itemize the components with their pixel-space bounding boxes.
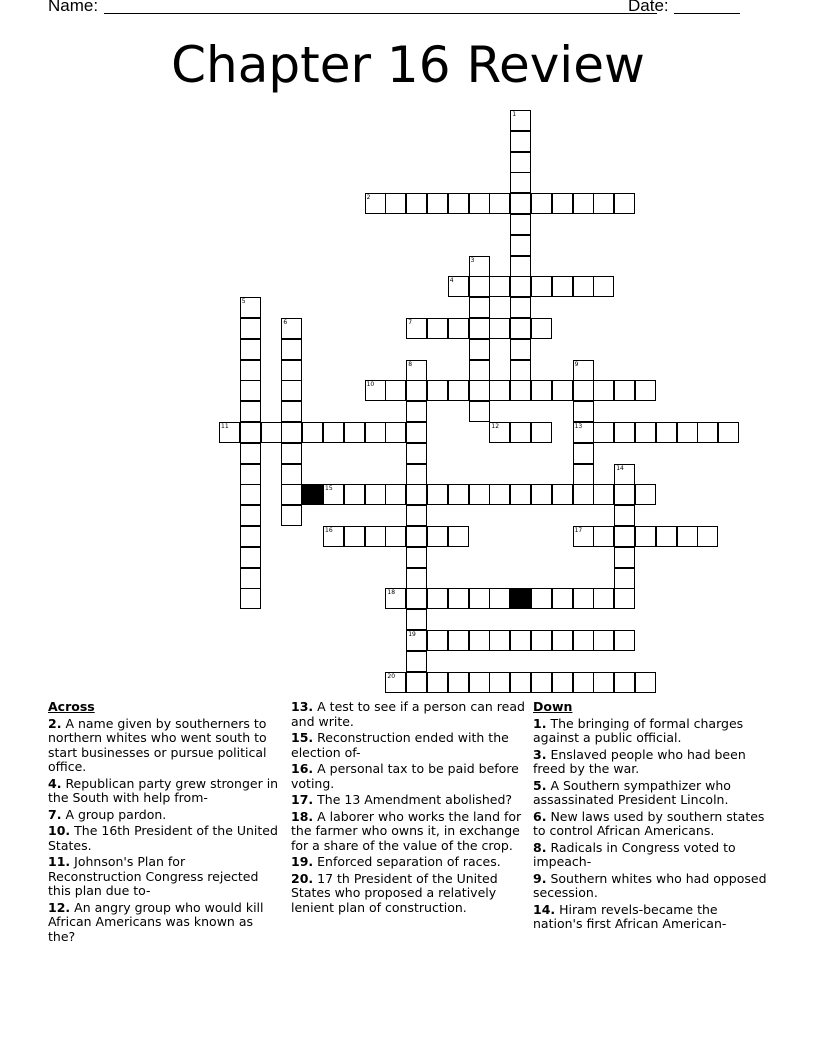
down-clues — [533, 700, 769, 934]
grid-cell[interactable] — [531, 422, 552, 443]
clue-number: 19. — [291, 854, 314, 869]
clue-text: Southern whites who had opposed secession. — [533, 870, 767, 900]
clue-text: The 16th President of the United States. — [48, 823, 278, 853]
clue-text: 17 th President of the United States who proposed a relatively lenient plan of construction. — [291, 870, 498, 915]
grid-cell[interactable] — [593, 588, 614, 609]
grid-cell[interactable] — [635, 422, 656, 443]
grid-cell[interactable] — [281, 380, 302, 401]
clue-number: 3. — [533, 746, 547, 762]
grid-cell[interactable] — [489, 422, 510, 443]
grid-cell[interactable] — [448, 526, 469, 547]
grid-cell[interactable] — [240, 526, 261, 547]
grid-cell[interactable] — [531, 380, 552, 401]
grid-cell[interactable] — [469, 256, 490, 277]
grid-cell[interactable] — [406, 505, 427, 526]
clue-text: Enslaved people who had been freed by the war. — [533, 746, 746, 776]
grid-cell[interactable] — [573, 484, 594, 505]
grid-cell[interactable] — [573, 380, 594, 401]
grid-cell[interactable] — [531, 484, 552, 505]
grid-cell[interactable] — [281, 318, 302, 339]
grid-cell[interactable] — [593, 276, 614, 297]
grid-cell[interactable] — [510, 152, 531, 173]
grid-cell[interactable] — [593, 422, 614, 443]
grid-cell[interactable] — [281, 505, 302, 526]
grid-cell[interactable] — [718, 422, 739, 443]
grid-cell[interactable] — [469, 484, 490, 505]
grid-cell[interactable] — [219, 422, 240, 443]
grid-cell[interactable] — [385, 588, 406, 609]
grid-cell[interactable] — [573, 276, 594, 297]
cell-number: 2 — [366, 194, 371, 202]
grid-cell[interactable] — [635, 484, 656, 505]
grid-cell[interactable] — [573, 193, 594, 214]
grid-cell[interactable] — [489, 380, 510, 401]
grid-cell[interactable] — [427, 318, 448, 339]
clue-item — [291, 855, 526, 870]
grid-cell[interactable] — [240, 297, 261, 318]
grid-cell[interactable] — [240, 339, 261, 360]
grid-cell[interactable] — [593, 630, 614, 651]
cell-number: 10 — [366, 381, 375, 389]
grid-cell[interactable] — [552, 588, 573, 609]
grid-cell[interactable] — [489, 588, 510, 609]
clue-item — [533, 748, 769, 777]
grid-cell[interactable] — [510, 380, 531, 401]
grid-cell[interactable] — [510, 214, 531, 235]
grid-cell[interactable] — [427, 526, 448, 547]
grid-cell[interactable] — [240, 568, 261, 589]
grid-cell[interactable] — [510, 360, 531, 381]
grid-cell[interactable] — [573, 401, 594, 422]
grid-cell[interactable] — [489, 672, 510, 693]
grid-cell[interactable] — [469, 380, 490, 401]
grid-cell[interactable] — [469, 401, 490, 422]
clue-item — [291, 872, 526, 916]
clue-text: New laws used by southern states to control African Americans. — [533, 808, 765, 838]
grid-cell[interactable] — [406, 401, 427, 422]
clue-number: 11. — [48, 854, 71, 869]
grid-cell[interactable] — [531, 588, 552, 609]
clue-number: 15. — [291, 730, 314, 745]
clue-number: 2. — [48, 715, 62, 731]
grid-cell[interactable] — [427, 380, 448, 401]
cell-number: 8 — [408, 360, 413, 368]
clue-text: Republican party grew stronger in the South with help from- — [48, 775, 279, 805]
grid-cell[interactable] — [385, 380, 406, 401]
grid-cell[interactable] — [240, 422, 261, 443]
grid-cell[interactable] — [469, 339, 490, 360]
clue-item — [291, 810, 526, 854]
grid-cell[interactable] — [261, 422, 282, 443]
cell-number: 3 — [470, 256, 475, 264]
clue-number: 16. — [291, 761, 314, 776]
grid-cell[interactable] — [552, 630, 573, 651]
grid-cell[interactable] — [406, 422, 427, 443]
grid-cell[interactable] — [489, 193, 510, 214]
grid-cell[interactable] — [510, 256, 531, 277]
cell-number: 17 — [574, 527, 583, 534]
grid-cell[interactable] — [302, 422, 323, 443]
clue-number: 12. — [48, 899, 71, 915]
grid-cell[interactable] — [593, 672, 614, 693]
grid-cell[interactable] — [406, 484, 427, 505]
cell-number: 5 — [241, 298, 246, 306]
clue-number: 6. — [533, 808, 547, 824]
clue-text: A laborer who works the land for the farmer who owns it, in exchange for a share of the value of the crop. — [291, 808, 522, 853]
page-title: Chapter 16 Review — [171, 36, 645, 94]
clue-number: 1. — [533, 715, 547, 731]
clue-text: The 13 Amendment abolished? — [317, 792, 513, 807]
grid-cell[interactable] — [614, 464, 635, 485]
grid-cell[interactable] — [573, 526, 594, 547]
grid-cell[interactable] — [469, 276, 490, 297]
grid-cell[interactable] — [406, 526, 427, 547]
clue-text: A group pardon. — [65, 806, 167, 822]
clue-text: A name given by southerners to northern whites who went south to start businesses or pursue political office. — [48, 715, 267, 774]
grid-cell[interactable] — [510, 131, 531, 152]
clue-number: 5. — [533, 777, 547, 793]
grid-cell[interactable] — [406, 360, 427, 381]
grid-cell[interactable] — [323, 526, 344, 547]
grid-cell[interactable] — [469, 630, 490, 651]
grid-cell[interactable] — [385, 484, 406, 505]
grid-cell[interactable] — [385, 422, 406, 443]
grid-cell[interactable] — [573, 464, 594, 485]
clue-item — [291, 762, 526, 791]
grid-cell[interactable] — [385, 193, 406, 214]
grid-cell[interactable] — [593, 484, 614, 505]
grid-cell[interactable] — [469, 193, 490, 214]
grid-cell[interactable] — [489, 630, 510, 651]
grid-cell[interactable] — [614, 526, 635, 547]
grid-cell[interactable] — [614, 505, 635, 526]
grid-cell[interactable] — [365, 193, 386, 214]
grid-cell[interactable] — [240, 588, 261, 609]
clue-item — [48, 855, 280, 899]
grid-cell[interactable] — [406, 464, 427, 485]
clue-text: The bringing of formal charges against a public official. — [533, 715, 744, 745]
clue-text: A personal tax to be paid before voting. — [291, 761, 519, 791]
grid-cell[interactable] — [573, 630, 594, 651]
grid-cell[interactable] — [614, 484, 635, 505]
grid-cell[interactable] — [406, 547, 427, 568]
grid-cell[interactable] — [240, 380, 261, 401]
grid-cell[interactable] — [593, 526, 614, 547]
grid-cell[interactable] — [614, 422, 635, 443]
grid-cell[interactable] — [510, 484, 531, 505]
grid-cell[interactable] — [281, 443, 302, 464]
clue-item — [48, 808, 280, 823]
cell-number: 15 — [325, 485, 333, 493]
grid-cell[interactable] — [510, 422, 531, 443]
clue-number: 4. — [48, 775, 62, 791]
clue-number: 8. — [533, 839, 547, 855]
clue-number: 10. — [48, 823, 71, 838]
grid-cell[interactable] — [427, 484, 448, 505]
grid-cell[interactable] — [406, 193, 427, 214]
grid-cell[interactable] — [281, 360, 302, 381]
grid-cell[interactable] — [531, 630, 552, 651]
grid-cell[interactable] — [510, 235, 531, 256]
grid-cell[interactable] — [365, 422, 386, 443]
grid-cell[interactable] — [593, 193, 614, 214]
clue-text: A test to see if a person can read and write. — [291, 699, 525, 729]
grid-cell[interactable] — [406, 318, 427, 339]
grid-cell[interactable] — [469, 672, 490, 693]
grid-cell[interactable] — [427, 193, 448, 214]
grid-cell[interactable] — [510, 339, 531, 360]
grid-cell[interactable] — [240, 547, 261, 568]
grid-cell[interactable] — [614, 568, 635, 589]
clue-item — [291, 731, 526, 760]
grid-cell[interactable] — [697, 422, 718, 443]
name-label: Name: — [48, 0, 99, 15]
cell-number: 18 — [387, 589, 396, 597]
grid-cell[interactable] — [677, 526, 698, 547]
grid-cell[interactable] — [656, 526, 677, 547]
grid-cell[interactable] — [635, 526, 656, 547]
clue-item — [533, 903, 769, 932]
across-heading: Across — [48, 699, 95, 714]
grid-cell[interactable] — [406, 672, 427, 693]
grid-cell[interactable] — [365, 380, 386, 401]
clue-item — [533, 779, 769, 808]
clue-number: 7. — [48, 806, 62, 822]
grid-cell[interactable] — [281, 339, 302, 360]
cell-number: 13 — [574, 423, 583, 430]
cell-number: 20 — [387, 672, 396, 680]
grid-cell[interactable] — [448, 380, 469, 401]
grid-cell[interactable] — [427, 588, 448, 609]
cell-number: 9 — [574, 360, 579, 368]
grid-cell[interactable] — [240, 443, 261, 464]
clue-item — [533, 841, 769, 870]
grid-cell[interactable] — [614, 588, 635, 609]
clue-item — [291, 700, 526, 729]
grid-cell[interactable] — [531, 318, 552, 339]
clue-item — [533, 717, 769, 746]
clue-item — [48, 901, 280, 945]
grid-cell[interactable] — [531, 672, 552, 693]
down-heading: Down — [533, 699, 573, 714]
grid-cell[interactable] — [573, 588, 594, 609]
clue-item — [533, 872, 769, 901]
grid-cell[interactable] — [469, 588, 490, 609]
grid-cell[interactable] — [614, 630, 635, 651]
grid-cell[interactable] — [344, 422, 365, 443]
clue-text: Hiram revels-became the nation's first African American- — [533, 901, 727, 931]
grid-cell[interactable] — [593, 380, 614, 401]
grid-cell[interactable] — [469, 297, 490, 318]
clue-number: 13. — [291, 699, 314, 714]
clue-text: Radicals in Congress voted to impeach- — [533, 839, 736, 869]
grid-cell[interactable] — [531, 276, 552, 297]
grid-cell[interactable] — [281, 422, 302, 443]
grid-cell[interactable] — [427, 630, 448, 651]
grid-cell[interactable] — [614, 380, 635, 401]
grid-cell[interactable] — [697, 526, 718, 547]
grid-cell[interactable] — [510, 276, 531, 297]
grid-cell[interactable] — [406, 568, 427, 589]
grid-cell[interactable] — [510, 318, 531, 339]
clue-item — [291, 793, 526, 808]
grid-cell[interactable] — [406, 630, 427, 651]
grid-cell[interactable] — [448, 276, 469, 297]
grid-cell[interactable] — [448, 672, 469, 693]
grid-cell[interactable] — [240, 505, 261, 526]
grid-cell[interactable] — [552, 484, 573, 505]
grid-cell[interactable] — [614, 193, 635, 214]
cell-number: 7 — [408, 319, 413, 326]
grid-cell[interactable] — [281, 464, 302, 485]
grid-cell[interactable] — [406, 443, 427, 464]
grid-cell[interactable] — [489, 276, 510, 297]
grid-cell[interactable] — [281, 401, 302, 422]
black-cell — [302, 484, 323, 505]
grid-cell[interactable] — [406, 588, 427, 609]
grid-cell[interactable] — [240, 360, 261, 381]
grid-cell[interactable] — [448, 630, 469, 651]
grid-cell[interactable] — [344, 526, 365, 547]
grid-cell[interactable] — [510, 672, 531, 693]
grid-cell[interactable] — [385, 526, 406, 547]
cell-number: 14 — [616, 464, 624, 472]
clue-item — [48, 777, 280, 806]
clue-number: 18. — [291, 808, 314, 824]
grid-cell[interactable] — [677, 422, 698, 443]
grid-cell[interactable] — [531, 193, 552, 214]
grid-cell[interactable] — [240, 401, 261, 422]
grid-cell[interactable] — [240, 464, 261, 485]
grid-cell[interactable] — [510, 172, 531, 193]
across-clues — [48, 700, 280, 946]
grid-cell[interactable] — [510, 193, 531, 214]
grid-cell[interactable] — [240, 318, 261, 339]
grid-cell[interactable] — [469, 360, 490, 381]
grid-cell[interactable] — [573, 360, 594, 381]
grid-cell[interactable] — [240, 484, 261, 505]
grid-cell[interactable] — [614, 672, 635, 693]
grid-cell[interactable] — [573, 422, 594, 443]
clue-number: 20. — [291, 870, 314, 886]
grid-cell[interactable] — [552, 672, 573, 693]
grid-cell[interactable] — [489, 484, 510, 505]
grid-cell[interactable] — [489, 318, 510, 339]
grid-cell[interactable] — [406, 651, 427, 672]
clue-text: An angry group who would kill African Americans was known as the? — [48, 899, 264, 944]
cell-number: 11 — [221, 423, 229, 430]
grid-cell[interactable] — [635, 380, 656, 401]
grid-cell[interactable] — [552, 380, 573, 401]
grid-cell[interactable] — [281, 484, 302, 505]
cell-number: 4 — [449, 277, 454, 285]
grid-cell[interactable] — [573, 443, 594, 464]
grid-cell[interactable] — [552, 193, 573, 214]
grid-cell[interactable] — [656, 422, 677, 443]
cell-number: 12 — [491, 423, 500, 430]
grid-cell[interactable] — [323, 422, 344, 443]
grid-cell[interactable] — [448, 588, 469, 609]
grid-cell[interactable] — [448, 484, 469, 505]
grid-cell[interactable] — [365, 526, 386, 547]
grid-cell[interactable] — [469, 318, 490, 339]
clue-item — [533, 810, 769, 839]
grid-cell[interactable] — [385, 672, 406, 693]
grid-cell[interactable] — [510, 297, 531, 318]
clue-text: Reconstruction ended with the election of- — [291, 730, 509, 760]
clue-text: Enforced separation of races. — [317, 854, 501, 869]
grid-cell[interactable] — [448, 318, 469, 339]
clue-number: 14. — [533, 901, 556, 917]
clue-number: 17. — [291, 792, 314, 807]
clue-text: Johnson's Plan for Reconstruction Congress rejected this plan due to- — [48, 854, 259, 898]
grid-cell[interactable] — [510, 110, 531, 131]
grid-cell[interactable] — [614, 547, 635, 568]
clue-text: A Southern sympathizer who assassinated President Lincoln. — [533, 777, 731, 807]
grid-cell[interactable] — [344, 484, 365, 505]
grid-cell[interactable] — [573, 672, 594, 693]
grid-cell[interactable] — [448, 193, 469, 214]
across-clues-continued — [291, 700, 526, 917]
clue-number: 9. — [533, 870, 547, 886]
cell-number: 1 — [512, 111, 517, 118]
black-cell — [510, 588, 531, 609]
grid-cell[interactable] — [406, 609, 427, 630]
date-label: Date: — [628, 0, 669, 15]
cell-number: 19 — [408, 631, 416, 638]
grid-cell[interactable] — [406, 380, 427, 401]
clue-item — [48, 717, 280, 775]
grid-cell[interactable] — [635, 672, 656, 693]
cell-number: 6 — [283, 319, 288, 326]
grid-cell[interactable] — [510, 630, 531, 651]
clue-item — [48, 824, 280, 853]
grid-cell[interactable] — [427, 672, 448, 693]
grid-cell[interactable] — [552, 276, 573, 297]
cell-number: 16 — [325, 527, 333, 534]
grid-cell[interactable] — [323, 484, 344, 505]
grid-cell[interactable] — [365, 484, 386, 505]
